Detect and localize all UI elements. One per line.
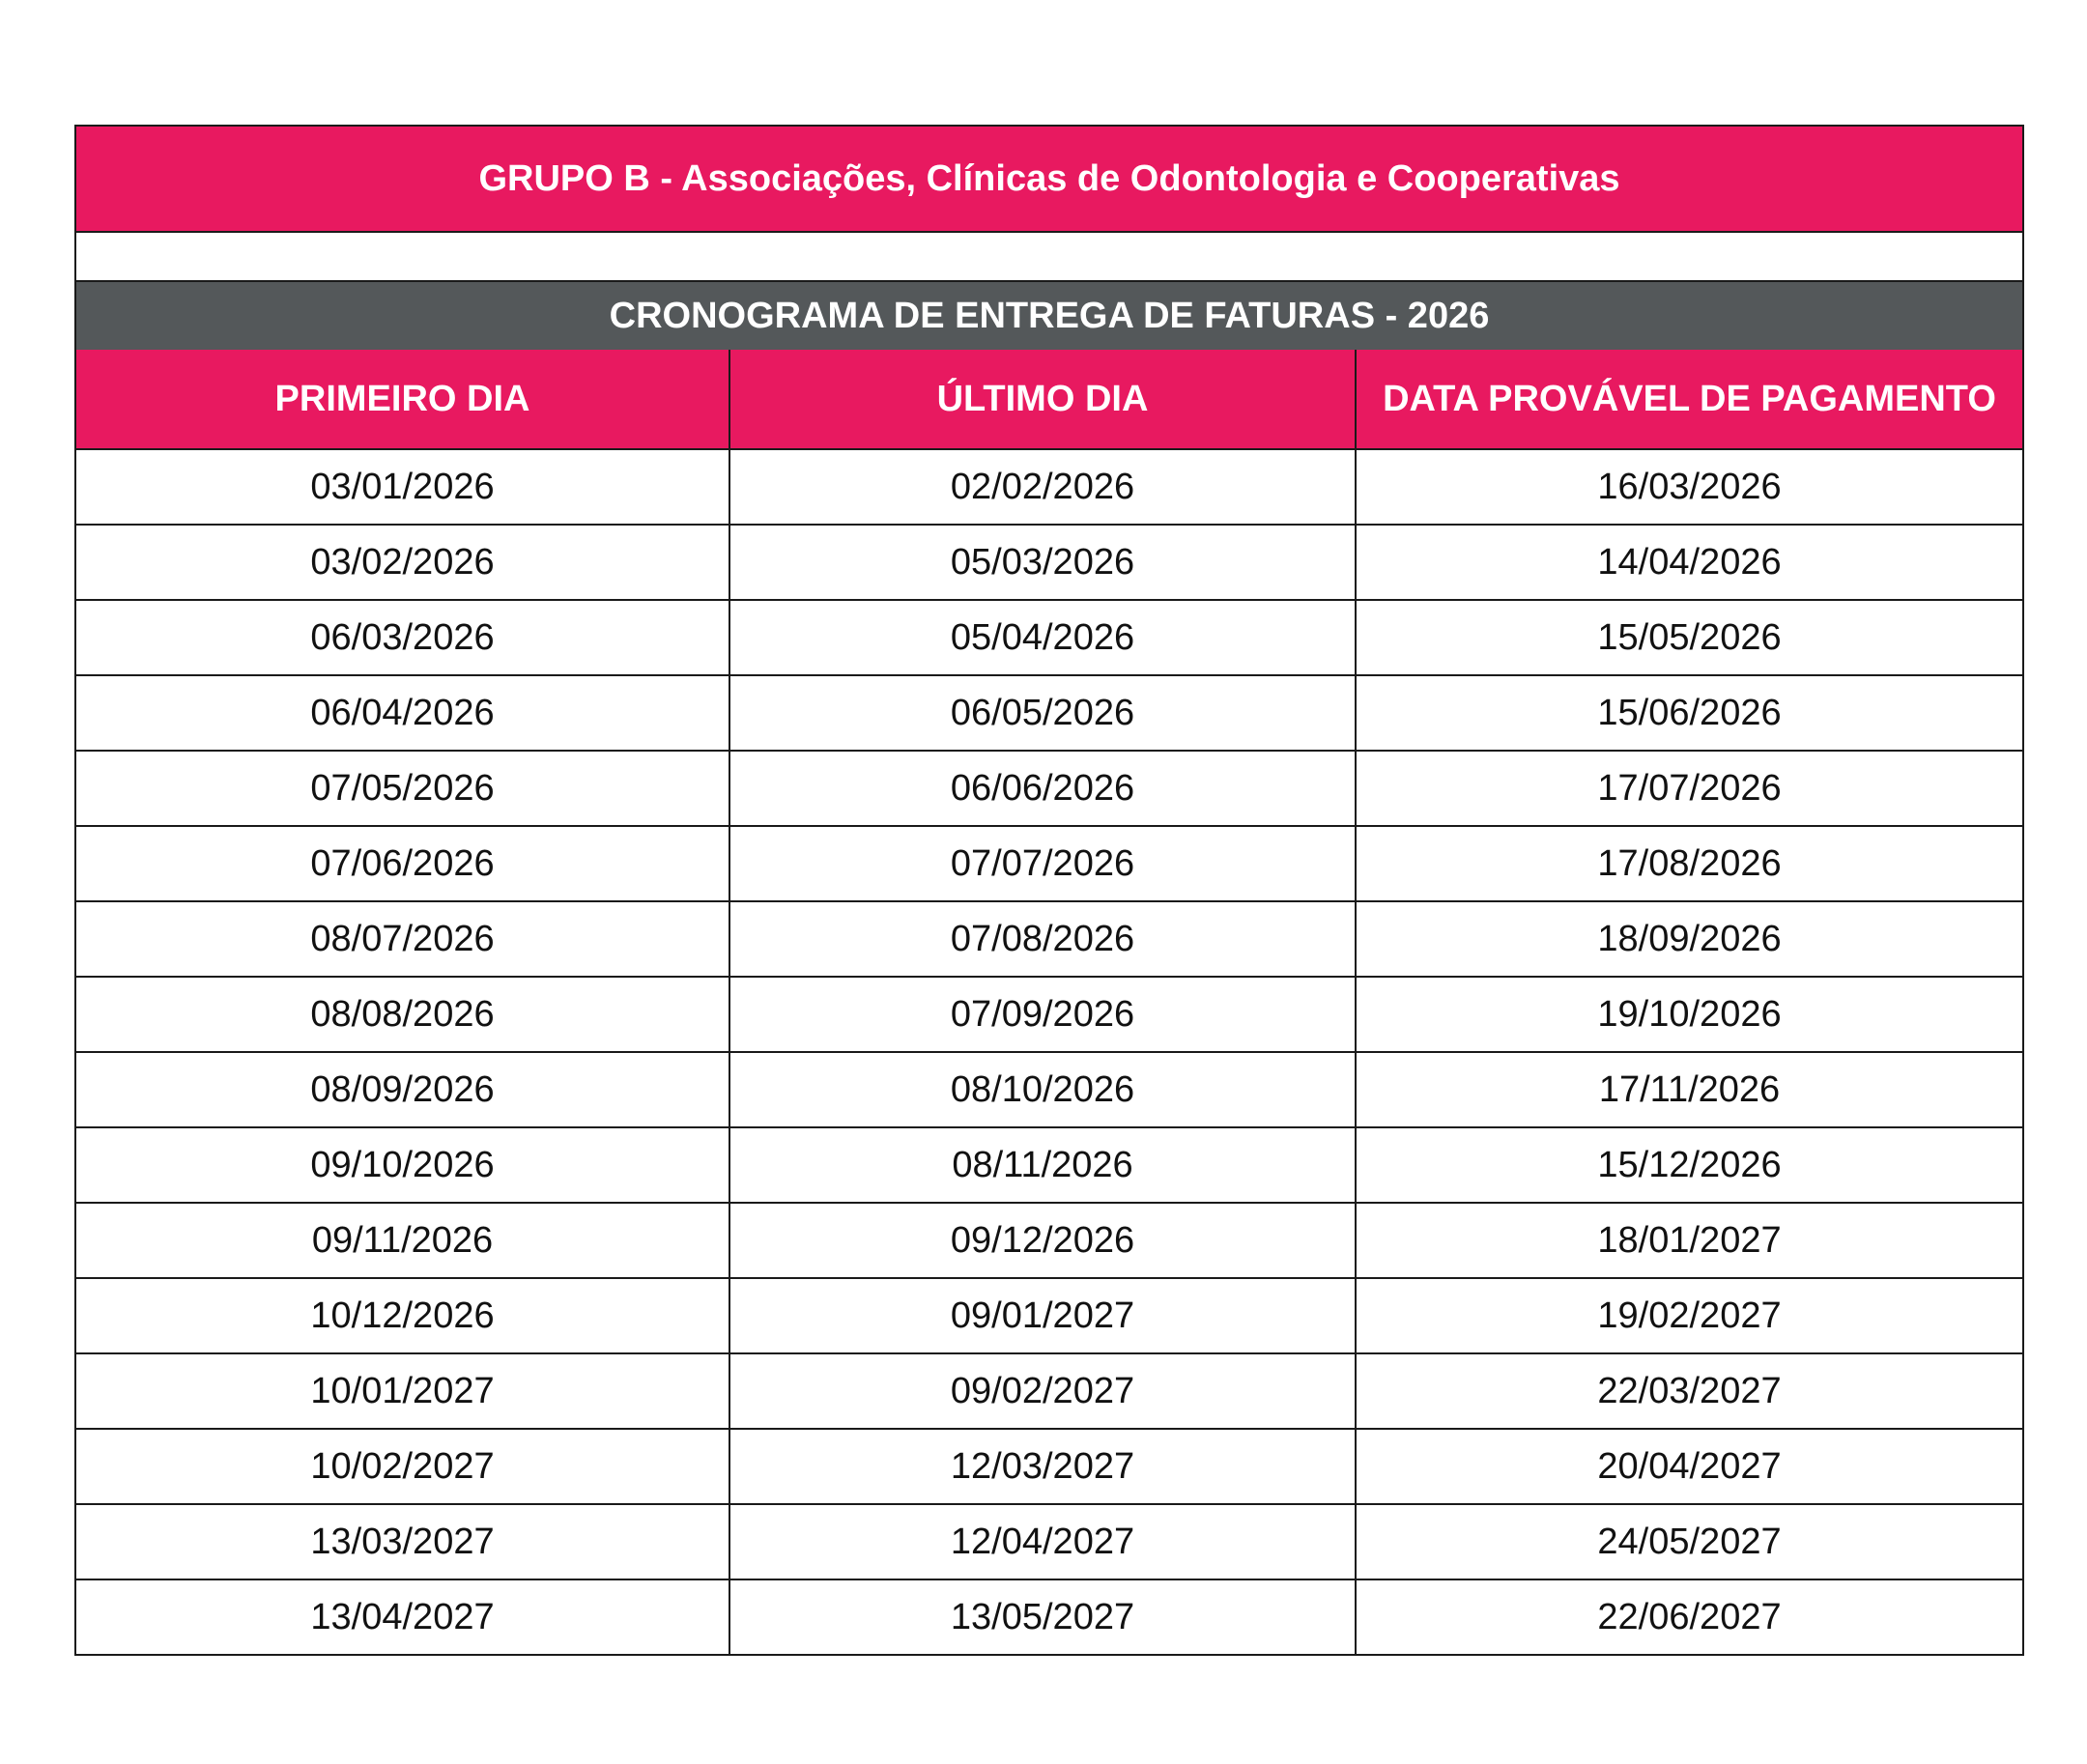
table-row <box>76 1052 2022 1127</box>
cell-data-pagamento: 22/06/2027 <box>1356 1579 2022 1654</box>
cell-primeiro-dia: 10/12/2026 <box>76 1278 729 1353</box>
schedule-title-bar <box>76 282 2022 350</box>
cell-primeiro-dia: 08/07/2026 <box>76 901 729 977</box>
schedule-table <box>76 350 2022 1654</box>
cell-primeiro-dia: 03/01/2026 <box>310 466 495 507</box>
cell-ultimo-dia: 07/08/2026 <box>729 901 1356 977</box>
cell-data-pagamento: 15/05/2026 <box>1356 600 2022 675</box>
cell-data-pagamento: 17/11/2026 <box>1356 1052 2022 1127</box>
schedule-sheet <box>74 125 2024 1656</box>
cell-ultimo-dia: 07/09/2026 <box>729 977 1356 1052</box>
cell-data-pagamento: 20/04/2027 <box>1356 1429 2022 1504</box>
cell-ultimo-dia: 13/05/2027 <box>729 1579 1356 1654</box>
cell-primeiro-dia: 13/03/2027 <box>76 1504 729 1579</box>
cell-primeiro-dia: 06/04/2026 <box>76 675 729 751</box>
cell-primeiro-dia: 09/11/2026 <box>76 1203 729 1278</box>
column-header-primeiro-dia: PRIMEIRO DIA <box>76 350 729 449</box>
table-row <box>76 901 2022 977</box>
cell-data-pagamento: 15/12/2026 <box>1356 1127 2022 1203</box>
cell-primeiro-dia: 07/05/2026 <box>76 751 729 826</box>
cell-primeiro-dia: 03/02/2026 <box>76 525 729 600</box>
cell-ultimo-dia: 05/04/2026 <box>729 600 1356 675</box>
cell-data-pagamento: 17/07/2026 <box>1356 751 2022 826</box>
table-row <box>76 826 2022 901</box>
cell-ultimo-dia: 09/02/2027 <box>729 1353 1356 1429</box>
schedule-title: CRONOGRAMA DE ENTREGA DE FATURAS - 2026 <box>609 295 1490 336</box>
cell-data-pagamento: 17/08/2026 <box>1356 826 2022 901</box>
table-row <box>76 1203 2022 1278</box>
cell-ultimo-dia: 08/10/2026 <box>729 1052 1356 1127</box>
group-title: GRUPO B - Associações, Clínicas de Odontologia e Cooperativas <box>478 157 1620 199</box>
cell-ultimo-dia: 06/05/2026 <box>729 675 1356 751</box>
cell-data-pagamento: 18/01/2027 <box>1356 1203 2022 1278</box>
cell-ultimo-dia: 09/01/2027 <box>729 1278 1356 1353</box>
cell-data-pagamento: 18/09/2026 <box>1356 901 2022 977</box>
table-row <box>76 449 2022 525</box>
group-header <box>76 127 2022 233</box>
cell-data-pagamento: 19/10/2026 <box>1356 977 2022 1052</box>
table-row <box>76 1504 2022 1579</box>
cell-primeiro-dia: 10/02/2027 <box>76 1429 729 1504</box>
table-row <box>76 600 2022 675</box>
cell-primeiro-dia: 09/10/2026 <box>76 1127 729 1203</box>
cell-primeiro-dia: 08/09/2026 <box>76 1052 729 1127</box>
cell-data-pagamento: 14/04/2026 <box>1356 525 2022 600</box>
table-row <box>76 977 2022 1052</box>
table-row <box>76 751 2022 826</box>
cell-ultimo-dia: 02/02/2026 <box>729 449 1356 525</box>
cell-ultimo-dia: 07/07/2026 <box>729 826 1356 901</box>
table-header <box>76 350 2022 449</box>
cell-primeiro-dia: 13/04/2027 <box>76 1579 729 1654</box>
table-row <box>76 1278 2022 1353</box>
spacer-row <box>76 233 2022 282</box>
header-row <box>76 350 2022 449</box>
cell-primeiro-dia: 08/08/2026 <box>76 977 729 1052</box>
cell-primeiro-dia: 06/03/2026 <box>76 600 729 675</box>
cell-ultimo-dia: 12/03/2027 <box>729 1429 1356 1504</box>
cell-data-pagamento: 15/06/2026 <box>1356 675 2022 751</box>
cell-primeiro-dia: 07/06/2026 <box>76 826 729 901</box>
cell-ultimo-dia: 05/03/2026 <box>729 525 1356 600</box>
table-row <box>76 675 2022 751</box>
cell-ultimo-dia: 06/06/2026 <box>729 751 1356 826</box>
table-row <box>76 525 2022 600</box>
table-row <box>76 1353 2022 1429</box>
table-row <box>76 1429 2022 1504</box>
column-header-data-pagamento: DATA PROVÁVEL DE PAGAMENTO <box>1356 350 2022 449</box>
cell-data-pagamento: 22/03/2027 <box>1356 1353 2022 1429</box>
cell-ultimo-dia: 09/12/2026 <box>729 1203 1356 1278</box>
column-header-ultimo-dia: ÚLTIMO DIA <box>729 350 1356 449</box>
cell-primeiro-dia: 10/01/2027 <box>76 1353 729 1429</box>
cell-ultimo-dia: 12/04/2027 <box>729 1504 1356 1579</box>
table-body <box>76 449 2022 1654</box>
cell-data-pagamento: 19/02/2027 <box>1356 1278 2022 1353</box>
table-row <box>76 1579 2022 1654</box>
cell-data-pagamento: 16/03/2026 <box>1356 449 2022 525</box>
cell-data-pagamento: 24/05/2027 <box>1356 1504 2022 1579</box>
table-row <box>76 1127 2022 1203</box>
cell-ultimo-dia: 08/11/2026 <box>729 1127 1356 1203</box>
